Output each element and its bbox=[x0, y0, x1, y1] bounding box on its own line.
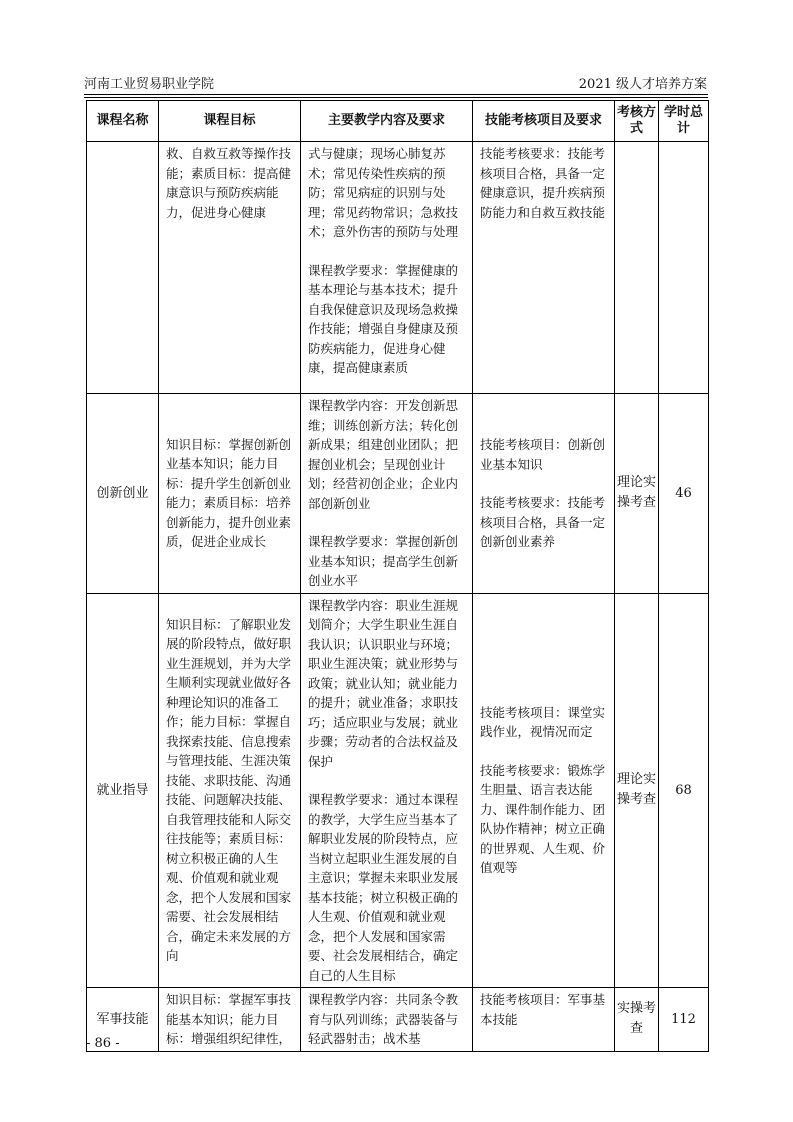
teaching-content-text: 课程教学内容：共同条令教育与队列训练；武器装备与轻武器射击；战术基 bbox=[308, 992, 459, 1046]
course-goal-cell bbox=[159, 394, 301, 594]
skill-assessment-cell bbox=[473, 593, 615, 988]
assessment-method-cell: 理论实操考查 bbox=[615, 394, 659, 594]
teaching-requirement-text: 课程教学要求：掌握创新创业基本知识；提高学生创新创业水平 bbox=[308, 534, 459, 588]
course-goal-text: 知识目标：了解职业发展的阶段特点，做好职业生涯规划，并为大学生顺利实现就业做好各种理论知识的准备工作；能力目标：掌握自我探索技能、信息搜索与管理技能、生涯决策技能、求职技能、沟通技能、问题解决技能、自我管理技能和人际交往技能等；素质目标：树立积极正确的人生观、价值观和就业观念，把个人发展和国家需要、社会发展相结合，确定未来发展的方向 bbox=[166, 616, 292, 964]
skill-item-text: 技能考核项目：军事基本技能 bbox=[480, 992, 606, 1027]
teaching-requirement-text: 课程教学要求：掌握健康的基本理论与基本技术；提升自我保健意识及现场急救操作技能；增强自身健康及预防疾病能力，促进身心健康，提高健康素质 bbox=[308, 262, 459, 375]
skill-assessment-cell bbox=[473, 394, 615, 594]
teaching-requirement-text: 课程教学要求：通过本课程的教学，大学生应当基本了解职业发展的阶段特点，应当树立起职业生涯发展的自主意识；掌握未来职业发展基本技能；树立积极正确的人生观、价值观和就业观念，把个人发展和国家需要、社会发展相结合，确定自己的人生目标 bbox=[308, 792, 459, 983]
total-hours-cell bbox=[659, 142, 709, 394]
table-row bbox=[87, 988, 709, 1052]
course-name-cell bbox=[87, 142, 159, 394]
column-header-course-name: 课程名称 bbox=[87, 101, 159, 142]
header-rule-thin-2 bbox=[84, 97, 708, 98]
skill-item-text: 技能考核项目：创新创业基本知识 bbox=[480, 437, 606, 472]
course-goal-cell bbox=[159, 593, 301, 988]
column-header-assessment-method: 考核方式 bbox=[615, 101, 659, 142]
teaching-content-cell bbox=[301, 394, 473, 594]
table-row bbox=[87, 394, 709, 594]
header-school-name: 河南工业贸易职业学院 bbox=[84, 77, 215, 92]
skill-item-text: 技能考核项目：课堂实践作业，视情况而定 bbox=[480, 704, 606, 740]
skill-assessment-cell bbox=[473, 142, 615, 394]
column-header-total-hours: 学时总计 bbox=[659, 101, 709, 142]
header-document-title: 2021 级人才培养方案 bbox=[578, 77, 707, 92]
teaching-content-cell bbox=[301, 142, 473, 394]
course-name-cell: 创新创业 bbox=[87, 394, 159, 594]
teaching-content-cell bbox=[301, 988, 473, 1052]
teaching-content-text: 课程教学内容：职业生涯规划简介；大学生职业生涯自我认识；认识职业与环境；职业生涯决策；就业形势与政策；就业认知；就业能力的提升；就业准备；求职技巧；适应职业与发展；就业步骤；劳动者的合法权益及保护 bbox=[308, 597, 459, 769]
column-header-teaching-content: 主要教学内容及要求 bbox=[301, 101, 473, 142]
assessment-method-cell: 理论实操考查 bbox=[615, 593, 659, 988]
teaching-content-text: 课程教学内容：开发创新思维；训练创新方法；转化创新成果；组建创业团队；把握创业机会；呈现创业计划；经营初创企业；企业内部创新创业 bbox=[308, 398, 459, 511]
assessment-method-cell bbox=[615, 142, 659, 394]
table-row bbox=[87, 593, 709, 988]
course-goal-text: 知识目标：掌握军事技能基本知识；能力目标：增强组织纪律性， bbox=[166, 992, 292, 1046]
assessment-method-cell: 实操考查 bbox=[615, 988, 659, 1052]
total-hours-cell: 112 bbox=[659, 988, 709, 1052]
table-row bbox=[87, 142, 709, 394]
header-rule-thin bbox=[84, 94, 708, 95]
course-name-cell: 就业指导 bbox=[87, 593, 159, 988]
course-goal-cell bbox=[159, 142, 301, 394]
curriculum-table bbox=[86, 100, 709, 1052]
column-header-skill-assessment: 技能考核项目及要求 bbox=[473, 101, 615, 142]
skill-requirement-text: 技能考核要求：锻炼学生胆量、语言表达能力、课件制作能力、团队协作精神；树立正确的世界观、人生观、价值观等 bbox=[480, 762, 606, 876]
teaching-content-text: 式与健康；现场心肺复苏术；常见传染性疾病的预防；常见病症的识别与处理；常见药物常识；急救技术；意外伤害的预防与处理 bbox=[308, 146, 459, 239]
skill-requirement-text: 技能考核要求：技能考核项目合格，具备一定创新创业素养 bbox=[480, 495, 606, 549]
skill-requirement-text: 技能考核要求：技能考核项目合格，具备一定健康意识，提升疾病预防能力和自救互救技能 bbox=[480, 146, 606, 220]
course-goal-text: 救、自救互救等操作技能；素质目标：提高健康意识与预防疾病能力，促进身心健康 bbox=[166, 146, 292, 220]
course-goal-cell bbox=[159, 988, 301, 1052]
page-number: - 86 - bbox=[86, 1036, 120, 1051]
total-hours-cell: 46 bbox=[659, 394, 709, 594]
teaching-content-cell bbox=[301, 593, 473, 988]
column-header-course-goal: 课程目标 bbox=[159, 101, 301, 142]
table-header-row bbox=[87, 101, 709, 142]
course-goal-text: 知识目标：掌握创新创业基本知识；能力目标：提升学生创新创业能力；素质目标：培养创新能力，提升创业素质，促进企业成长 bbox=[166, 436, 292, 550]
course-name-cell: 军事技能 bbox=[87, 988, 159, 1052]
skill-assessment-cell bbox=[473, 988, 615, 1052]
total-hours-cell: 68 bbox=[659, 593, 709, 988]
